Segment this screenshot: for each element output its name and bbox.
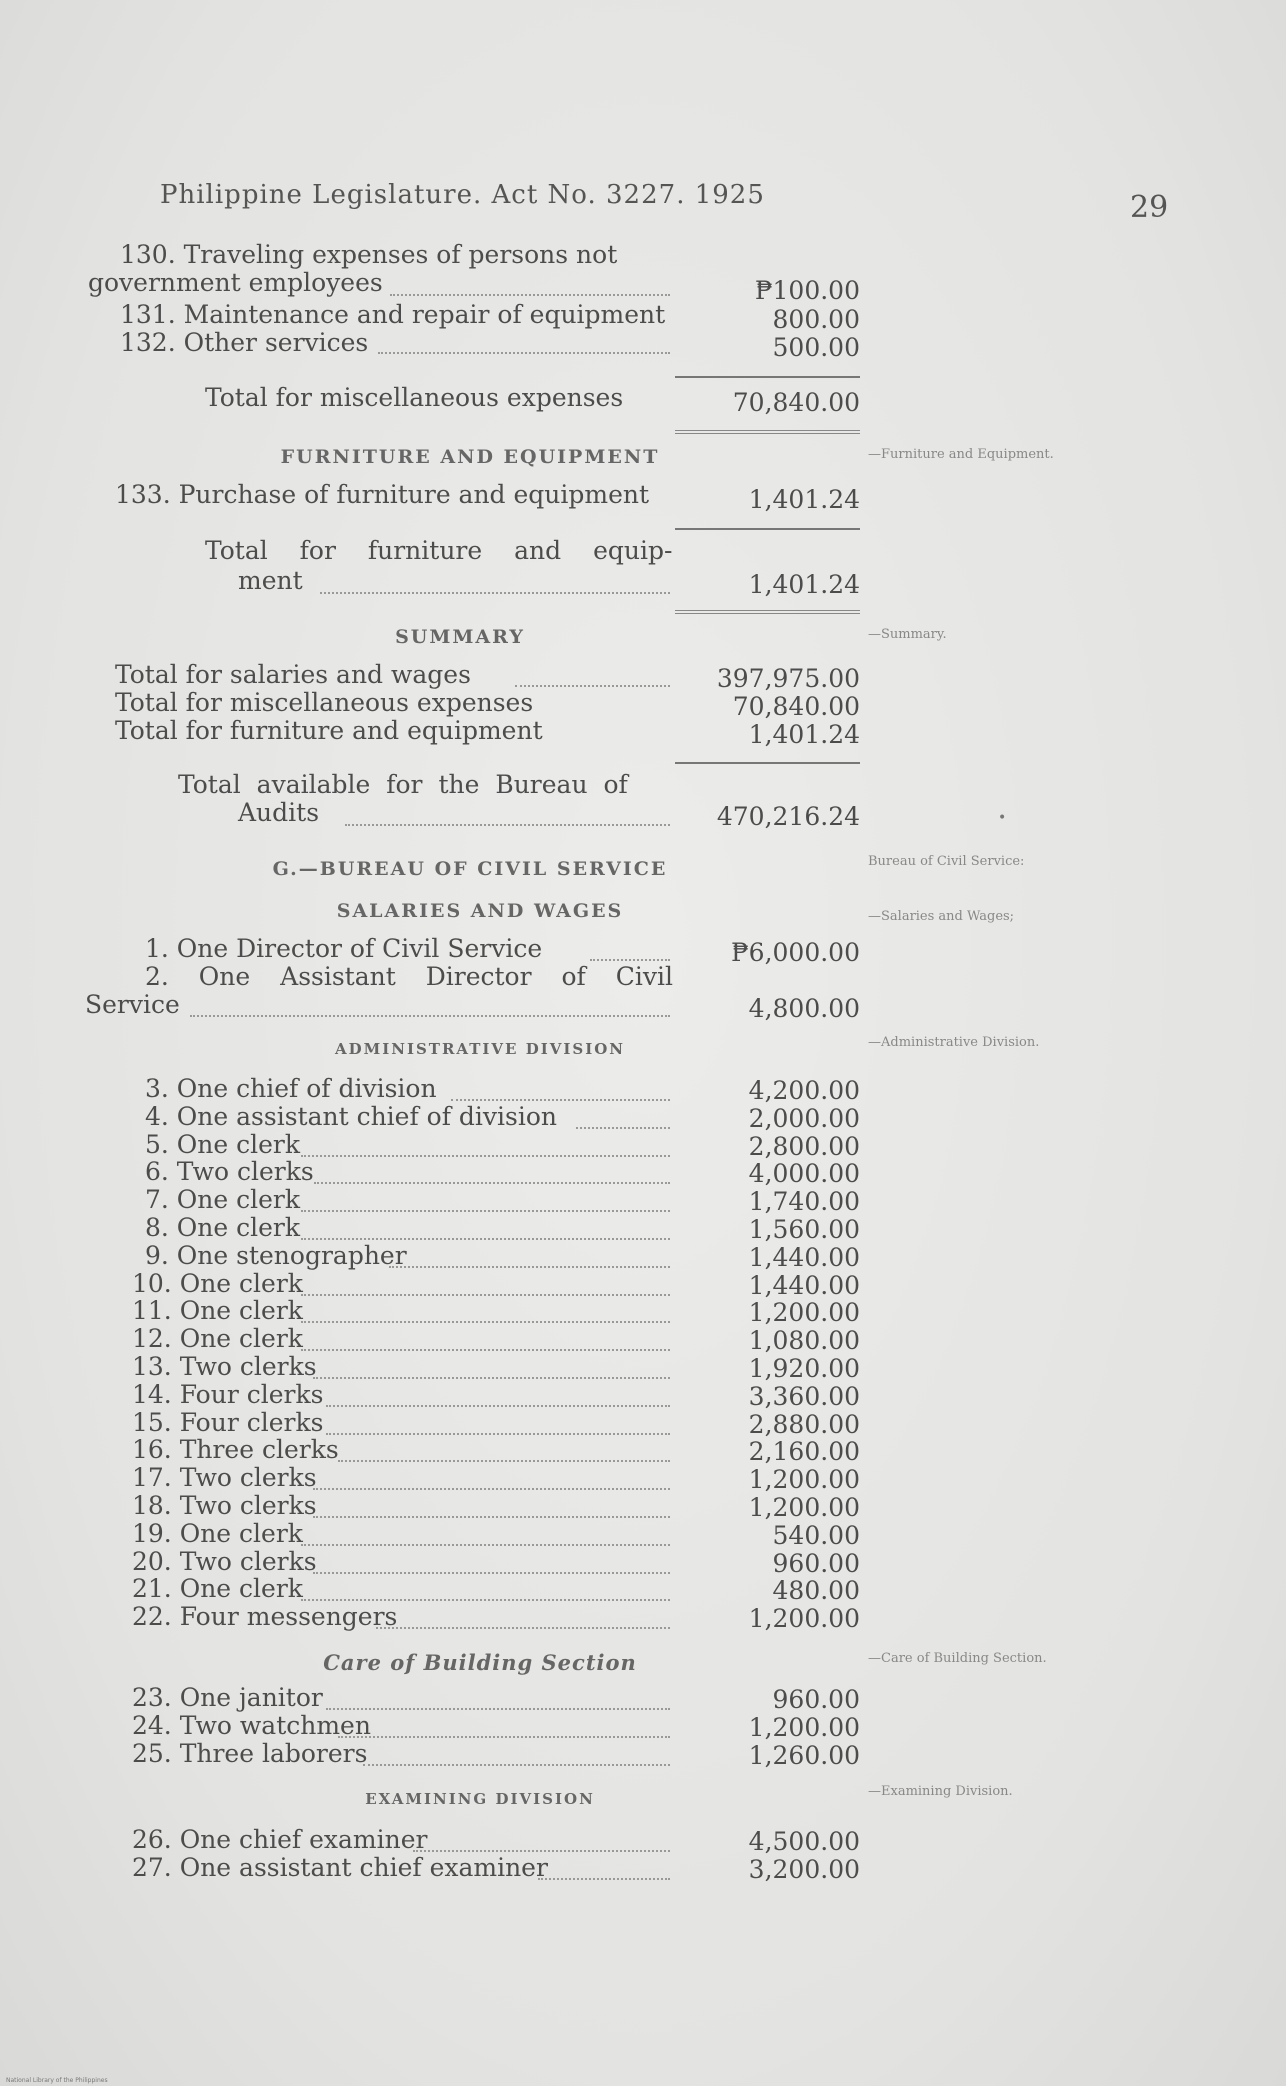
leader-dots [338, 1458, 670, 1462]
leader-dots [313, 1375, 670, 1379]
amount-131: 800.00 [772, 305, 860, 334]
double-rule [675, 430, 860, 434]
admin-line-label: 11. One clerk [132, 1296, 303, 1326]
care-line-label: 23. One janitor [132, 1683, 323, 1712]
leader-dots [301, 1208, 670, 1212]
admin-line-label: 19. One clerk [132, 1518, 303, 1548]
admin-line-amount: 1,200.00 [748, 1298, 860, 1328]
admin-line-label: 12. One clerk [132, 1324, 303, 1354]
line-item-133: 133. Purchase of furniture and equipment [115, 480, 650, 509]
leader-dots [313, 1514, 670, 1518]
line-item-2: 2. One Assistant Director of Civil [145, 962, 673, 991]
section-heading-admin: ADMINISTRATIVE DIVISION [334, 1040, 626, 1058]
admin-line-amount: 1,200.00 [748, 1465, 860, 1495]
admin-line-label: 14. Four clerks [132, 1379, 324, 1409]
leader-dots [451, 1097, 670, 1101]
admin-line-label: 10. One clerk [132, 1268, 303, 1298]
margin-note-care: —Care of Building Section. [868, 1651, 1047, 1666]
admin-line-amount: 1,920.00 [748, 1354, 860, 1383]
section-heading-bureau: G.—BUREAU OF CIVIL SERVICE [272, 858, 668, 880]
exam-line-amount: 3,200.00 [748, 1855, 860, 1884]
total-furniture-amount: 1,401.24 [748, 570, 860, 599]
section-heading-salaries: SALARIES AND WAGES [336, 900, 624, 922]
leader-dots [301, 1153, 670, 1157]
admin-line-amount: 4,200.00 [748, 1076, 860, 1105]
admin-line-amount: 540.00 [772, 1520, 860, 1550]
leader-dots [538, 1876, 670, 1880]
admin-line-amount: 4,000.00 [748, 1159, 860, 1189]
summary-total-amount: 470,216.24 [716, 802, 860, 831]
admin-line-amount: 480.00 [772, 1576, 860, 1606]
admin-line-amount: 1,440.00 [748, 1270, 860, 1300]
total-furniture-label-2: ment [238, 566, 303, 595]
leader-dots [413, 1848, 670, 1852]
summary-line-salaries: Total for salaries and wages [115, 660, 471, 689]
leader-dots [345, 822, 670, 826]
care-line-amount: 1,200.00 [748, 1713, 860, 1742]
line-item-132: 132. Other services [120, 328, 369, 357]
amount-133: 1,401.24 [748, 485, 860, 514]
leader-dots [378, 350, 670, 354]
summary-total-label-2: Audits [238, 798, 320, 827]
admin-line-amount: 960.00 [772, 1548, 860, 1578]
care-line-amount: 960.00 [772, 1685, 860, 1714]
admin-line-amount: 1,440.00 [748, 1242, 860, 1272]
margin-note-furniture: —Furniture and Equipment. [868, 447, 1054, 462]
summary-amount-furniture: 1,401.24 [748, 720, 860, 749]
rule [675, 762, 860, 764]
leader-dots [301, 1319, 671, 1323]
line-item-130-cont: government employees [88, 268, 383, 297]
section-heading-care: Care of Building Section [323, 1650, 637, 1675]
page-number: 29 [1130, 190, 1169, 225]
margin-note-summary: —Summary. [868, 627, 947, 642]
admin-line-amount: 1,080.00 [748, 1326, 860, 1356]
care-line-amount: 1,260.00 [748, 1741, 860, 1770]
leader-dots [515, 683, 670, 687]
leader-dots [576, 1125, 670, 1129]
admin-line-amount: 1,200.00 [748, 1493, 860, 1522]
admin-line-amount: 2,000.00 [748, 1103, 860, 1133]
double-rule [675, 610, 860, 614]
admin-line-label: 15. Four clerks [132, 1407, 324, 1437]
leader-dots [301, 1542, 671, 1546]
summary-line-misc: Total for miscellaneous expenses [115, 688, 534, 717]
stray-mark: • [998, 810, 1007, 826]
leader-dots [190, 1013, 670, 1017]
line-item-131: 131. Maintenance and repair of equipment [120, 300, 666, 329]
leader-dots [320, 590, 670, 594]
exam-line-label: 27. One assistant chief examiner [132, 1853, 548, 1882]
leader-dots [301, 1347, 671, 1351]
leader-dots [326, 1706, 671, 1710]
leader-dots [338, 1734, 670, 1738]
total-misc-label: Total for miscellaneous expenses [205, 383, 624, 412]
leader-dots [326, 1431, 671, 1435]
admin-line-label: 5. One clerk [145, 1129, 301, 1159]
admin-line-label: 16. Three clerks [132, 1435, 339, 1465]
leader-dots [326, 1403, 671, 1407]
admin-line-label: 21. One clerk [132, 1574, 303, 1604]
section-heading-furniture: FURNITURE AND EQUIPMENT [280, 446, 660, 468]
line-item-1: 1. One Director of Civil Service [145, 934, 543, 963]
exam-line-amount: 4,500.00 [748, 1827, 860, 1856]
admin-line-label: 17. Two clerks [132, 1463, 317, 1493]
admin-line-label: 7. One clerk [145, 1185, 301, 1215]
line-item-2-cont: Service [85, 990, 180, 1019]
admin-line-label: 22. Four messengers [132, 1602, 398, 1632]
leader-dots [376, 1625, 671, 1629]
summary-total-label-1: Total available for the Bureau of [178, 770, 628, 799]
total-misc-amount: 70,840.00 [732, 388, 860, 417]
total-furniture-label-1: Total for furniture and equip- [205, 536, 673, 565]
section-heading-summary: SUMMARY [395, 626, 525, 648]
margin-note-salaries: —Salaries and Wages; [868, 909, 1015, 924]
admin-line-label: 20. Two clerks [132, 1546, 317, 1576]
amount-130: ₱100.00 [754, 276, 860, 305]
margin-note-bureau: Bureau of Civil Service: [868, 854, 1025, 869]
running-header: Philippine Legislature. Act No. 3227. 1925 [160, 180, 765, 210]
admin-line-amount: 2,800.00 [748, 1131, 860, 1161]
admin-line-label: 6. Two clerks [145, 1157, 314, 1187]
leader-dots [363, 1762, 670, 1766]
leader-dots [590, 957, 670, 961]
admin-line-amount: 2,160.00 [748, 1437, 860, 1467]
admin-line-label: 18. Two clerks [132, 1491, 317, 1520]
leader-dots [301, 1597, 671, 1601]
rule [675, 528, 860, 530]
exam-line-label: 26. One chief examiner [132, 1825, 428, 1854]
amount-132: 500.00 [772, 333, 860, 362]
admin-line-amount: 3,360.00 [748, 1381, 860, 1411]
leader-dots [314, 1180, 671, 1184]
summary-amount-salaries: 397,975.00 [716, 664, 860, 693]
admin-line-label: 4. One assistant chief of division [145, 1101, 558, 1131]
margin-note-exam: —Examining Division. [868, 1784, 1013, 1799]
amount-2: 4,800.00 [748, 994, 860, 1023]
summary-amount-misc: 70,840.00 [732, 692, 860, 721]
summary-line-furniture: Total for furniture and equipment [115, 716, 543, 745]
rule [675, 376, 860, 378]
admin-line-amount: 1,200.00 [748, 1604, 860, 1634]
line-item-130: 130. Traveling expenses of persons not [120, 240, 618, 269]
leader-dots [390, 292, 670, 296]
margin-note-admin: —Administrative Division. [868, 1035, 1040, 1050]
leader-dots [313, 1486, 670, 1490]
leader-dots [313, 1570, 670, 1574]
amount-1: ₱6,000.00 [731, 938, 860, 967]
admin-line-label: 13. Two clerks [132, 1352, 317, 1381]
admin-line-amount: 2,880.00 [748, 1409, 860, 1439]
admin-line-amount: 1,740.00 [748, 1187, 860, 1217]
care-line-label: 25. Three laborers [132, 1739, 368, 1768]
footer-credit: National Library of the Philippines [6, 2077, 108, 2084]
admin-line-label: 9. One stenographer [145, 1240, 407, 1270]
leader-dots [301, 1292, 671, 1296]
section-heading-exam: EXAMINING DIVISION [365, 1790, 595, 1808]
care-line-label: 24. Two watchmen [132, 1711, 371, 1740]
admin-line-label: 8. One clerk [145, 1213, 301, 1242]
leader-dots [301, 1236, 670, 1240]
leader-dots [389, 1264, 671, 1268]
admin-line-amount: 1,560.00 [748, 1215, 860, 1244]
admin-line-label: 3. One chief of division [145, 1074, 437, 1103]
